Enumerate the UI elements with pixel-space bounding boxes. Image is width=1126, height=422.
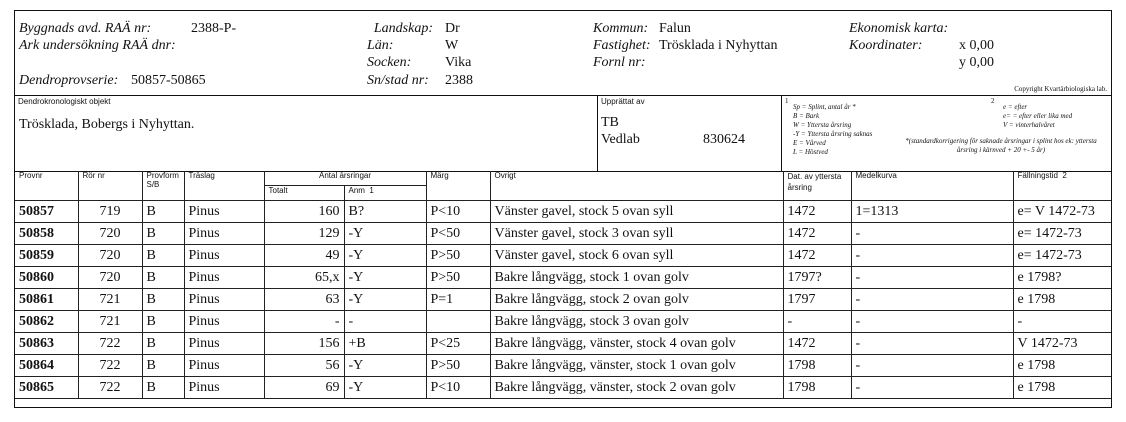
cell-dat: 1472 <box>783 223 851 245</box>
byggnads-value: 2388-P- <box>191 21 237 36</box>
cell-provnr: 50858 <box>15 223 78 245</box>
legend-line: E = Vårved <box>793 139 826 147</box>
cell-rornr: 719 <box>78 201 142 223</box>
cell-provform: B <box>142 201 184 223</box>
cell-totalt: 49 <box>264 245 344 267</box>
cell-dat: - <box>783 311 851 333</box>
copyright-note: Copyright Kvartärbiologiska lab. <box>1014 85 1107 93</box>
cell-dat: 1797? <box>783 267 851 289</box>
cell-totalt: 129 <box>264 223 344 245</box>
col-medelkurva: Medelkurva <box>851 171 1013 201</box>
cell-provform: B <box>142 223 184 245</box>
cell-fallningstid: e 1798 <box>1013 289 1111 311</box>
kommun-label: Kommun: <box>593 21 649 36</box>
cell-traslag: Pinus <box>184 289 264 311</box>
fornl-label: Fornl nr: <box>593 55 646 70</box>
cell-provnr: 50862 <box>15 311 78 333</box>
koordinater-label: Koordinater: <box>849 38 923 53</box>
cell-anm: -Y <box>344 355 426 377</box>
legend-line: e = efter <box>1003 103 1028 111</box>
upprattat-label: Upprättat av <box>601 97 645 106</box>
cell-medelkurva: - <box>851 311 1013 333</box>
legend-line: Sp = Splint, antal år * <box>793 103 856 111</box>
table-header-row <box>15 171 1111 186</box>
object-value: Trösklada, Bobergs i Nyhyttan. <box>19 117 195 132</box>
cell-anm: - <box>344 311 426 333</box>
cell-ovrigt: Vänster gavel, stock 6 ovan syll <box>490 245 783 267</box>
cell-totalt: 69 <box>264 377 344 399</box>
cell-traslag: Pinus <box>184 223 264 245</box>
col-totalt: Totalt <box>264 186 344 201</box>
cell-rornr: 722 <box>78 377 142 399</box>
table-row <box>15 245 1111 267</box>
legend-left <box>793 103 872 157</box>
fastighet-value: Trösklada i Nyhyttan <box>659 38 778 53</box>
cell-marg: P<50 <box>426 223 490 245</box>
cell-traslag: Pinus <box>184 311 264 333</box>
cell-totalt: 65,x <box>264 267 344 289</box>
col-anm-ref: 1 <box>369 186 374 195</box>
cell-anm: -Y <box>344 289 426 311</box>
header-divider <box>15 95 1111 96</box>
upprattat-lab: Vedlab <box>601 132 640 147</box>
dendroprov-label: Dendroprovserie: <box>19 73 119 88</box>
cell-provform: B <box>142 311 184 333</box>
cell-medelkurva: - <box>851 333 1013 355</box>
cell-ovrigt: Bakre långvägg, vänster, stock 2 ovan golv <box>490 377 783 399</box>
cell-fallningstid: e 1798 <box>1013 355 1111 377</box>
cell-marg: P>50 <box>426 355 490 377</box>
snstad-label: Sn/stad nr: <box>367 73 429 88</box>
legend-divider <box>781 95 782 171</box>
cell-rornr: 722 <box>78 355 142 377</box>
cell-provnr: 50863 <box>15 333 78 355</box>
samples-table <box>15 171 1111 399</box>
cell-rornr: 722 <box>78 333 142 355</box>
byggnads-label: Byggnads avd. RAÄ nr: <box>19 21 152 36</box>
cell-provnr: 50857 <box>15 201 78 223</box>
col-fallningstid <box>1013 171 1111 201</box>
cell-rornr: 720 <box>78 223 142 245</box>
table-row <box>15 355 1111 377</box>
cell-ovrigt: Vänster gavel, stock 3 ovan syll <box>490 223 783 245</box>
cell-rornr: 721 <box>78 289 142 311</box>
cell-dat: 1798 <box>783 377 851 399</box>
col-provform-label: Provform <box>146 171 179 180</box>
snstad-value: 2388 <box>445 73 473 88</box>
koord-x: x 0,00 <box>959 38 994 53</box>
legend-line: -Y = Yttersta årsring saknas <box>793 130 873 138</box>
upprattat-name: TB <box>601 115 619 130</box>
legend-line: B = Bark <box>793 112 820 120</box>
col-anm <box>344 186 426 201</box>
cell-traslag: Pinus <box>184 201 264 223</box>
cell-fallningstid: e 1798? <box>1013 267 1111 289</box>
legend-line: L = Höstved <box>793 148 828 156</box>
cell-medelkurva: - <box>851 355 1013 377</box>
cell-totalt: 160 <box>264 201 344 223</box>
cell-ovrigt: Bakre långvägg, vänster, stock 1 ovan golv <box>490 355 783 377</box>
cell-anm: B? <box>344 201 426 223</box>
cell-ovrigt: Bakre långvägg, vänster, stock 4 ovan golv <box>490 333 783 355</box>
cell-rornr: 720 <box>78 267 142 289</box>
cell-totalt: 156 <box>264 333 344 355</box>
cell-rornr: 720 <box>78 245 142 267</box>
cell-provform: B <box>142 377 184 399</box>
cell-medelkurva: - <box>851 245 1013 267</box>
legend-marker-1: 1 <box>785 97 789 105</box>
fastighet-label: Fastighet: <box>593 38 651 53</box>
table-row <box>15 333 1111 355</box>
ark-label: Ark undersökning RAÄ dnr: <box>19 38 176 53</box>
cell-marg: P<10 <box>426 377 490 399</box>
cell-dat: 1472 <box>783 201 851 223</box>
table-row <box>15 267 1111 289</box>
socken-value: Vika <box>445 55 472 70</box>
cell-anm: -Y <box>344 223 426 245</box>
cell-fallningstid: - <box>1013 311 1111 333</box>
col-provnr: Provnr <box>15 171 78 201</box>
legend-note: *(standardkorrigering för saknade årsringar i splint hos ek: yttersta årsring i kärnved + 20 +- 5 år) <box>905 137 1097 154</box>
cell-provnr: 50864 <box>15 355 78 377</box>
cell-traslag: Pinus <box>184 245 264 267</box>
cell-provnr: 50865 <box>15 377 78 399</box>
cell-marg <box>426 311 490 333</box>
legend-line: V = vinterhalvåret <box>1003 121 1055 129</box>
lan-value: W <box>445 38 459 53</box>
col-rornr: Rör nr <box>78 171 142 201</box>
col-fallningstid-label: Fällningstid <box>1017 171 1058 180</box>
upprattat-number: 830624 <box>703 132 745 147</box>
cell-traslag: Pinus <box>184 355 264 377</box>
cell-ovrigt: Bakre långvägg, stock 1 ovan golv <box>490 267 783 289</box>
lan-label: Län: <box>367 38 394 53</box>
cell-traslag: Pinus <box>184 267 264 289</box>
koord-y: y 0,00 <box>959 55 994 70</box>
object-divider <box>597 95 598 171</box>
cell-provform: B <box>142 267 184 289</box>
table-row <box>15 311 1111 333</box>
cell-marg: P>50 <box>426 245 490 267</box>
cell-anm: +B <box>344 333 426 355</box>
col-marg: Märg <box>426 171 490 201</box>
dendroprov-value: 50857-50865 <box>131 73 206 88</box>
col-traslag: Träslag <box>184 171 264 201</box>
table-row <box>15 223 1111 245</box>
cell-medelkurva: 1=1313 <box>851 201 1013 223</box>
legend-line: e= = efter eller lika med <box>1003 112 1073 120</box>
cell-provnr: 50861 <box>15 289 78 311</box>
cell-anm: -Y <box>344 245 426 267</box>
cell-marg: P>50 <box>426 267 490 289</box>
cell-totalt: 63 <box>264 289 344 311</box>
col-provform-sub: S/B <box>146 180 160 189</box>
landskap-value: Dr <box>445 21 460 36</box>
cell-provform: B <box>142 333 184 355</box>
cell-anm: -Y <box>344 267 426 289</box>
table-row <box>15 289 1111 311</box>
cell-marg: P<10 <box>426 201 490 223</box>
col-anm-label: Anm <box>348 186 365 195</box>
cell-marg: P=1 <box>426 289 490 311</box>
cell-traslag: Pinus <box>184 333 264 355</box>
col-provform <box>142 171 184 201</box>
col-dat: Dat. av yttersta årsring <box>783 171 851 201</box>
socken-label: Socken: <box>367 55 412 70</box>
cell-ovrigt: Vänster gavel, stock 5 ovan syll <box>490 201 783 223</box>
object-label: Dendrokronologiskt objekt <box>18 97 111 106</box>
cell-marg: P<25 <box>426 333 490 355</box>
cell-provnr: 50859 <box>15 245 78 267</box>
cell-ovrigt: Bakre långvägg, stock 3 ovan golv <box>490 311 783 333</box>
col-antal: Antal årsringar <box>264 171 426 186</box>
cell-rornr: 721 <box>78 311 142 333</box>
cell-fallningstid: e= V 1472-73 <box>1013 201 1111 223</box>
col-fallningstid-ref: 2 <box>1062 171 1067 180</box>
cell-fallningstid: e 1798 <box>1013 377 1111 399</box>
cell-provnr: 50860 <box>15 267 78 289</box>
cell-medelkurva: - <box>851 377 1013 399</box>
cell-ovrigt: Bakre långvägg, stock 2 ovan golv <box>490 289 783 311</box>
legend-marker-2: 2 <box>991 97 995 105</box>
cell-traslag: Pinus <box>184 377 264 399</box>
kommun-value: Falun <box>659 21 691 36</box>
table-row <box>15 201 1111 223</box>
legend-line: W = Yttersta årsring <box>793 121 852 129</box>
cell-dat: 1472 <box>783 333 851 355</box>
cell-dat: 1472 <box>783 245 851 267</box>
cell-anm: -Y <box>344 377 426 399</box>
cell-provform: B <box>142 245 184 267</box>
dendro-form-sheet <box>14 10 1112 408</box>
cell-dat: 1798 <box>783 355 851 377</box>
table-row <box>15 377 1111 399</box>
cell-totalt: 56 <box>264 355 344 377</box>
ekonomisk-label: Ekonomisk karta: <box>849 21 949 36</box>
cell-fallningstid: V 1472-73 <box>1013 333 1111 355</box>
cell-fallningstid: e= 1472-73 <box>1013 245 1111 267</box>
landskap-label: Landskap: <box>373 21 433 36</box>
legend-right <box>1003 103 1072 130</box>
cell-provform: B <box>142 355 184 377</box>
cell-fallningstid: e= 1472-73 <box>1013 223 1111 245</box>
cell-medelkurva: - <box>851 289 1013 311</box>
cell-medelkurva: - <box>851 267 1013 289</box>
cell-provform: B <box>142 289 184 311</box>
cell-medelkurva: - <box>851 223 1013 245</box>
cell-dat: 1797 <box>783 289 851 311</box>
col-ovrigt: Övrigt <box>490 171 783 201</box>
cell-totalt: - <box>264 311 344 333</box>
